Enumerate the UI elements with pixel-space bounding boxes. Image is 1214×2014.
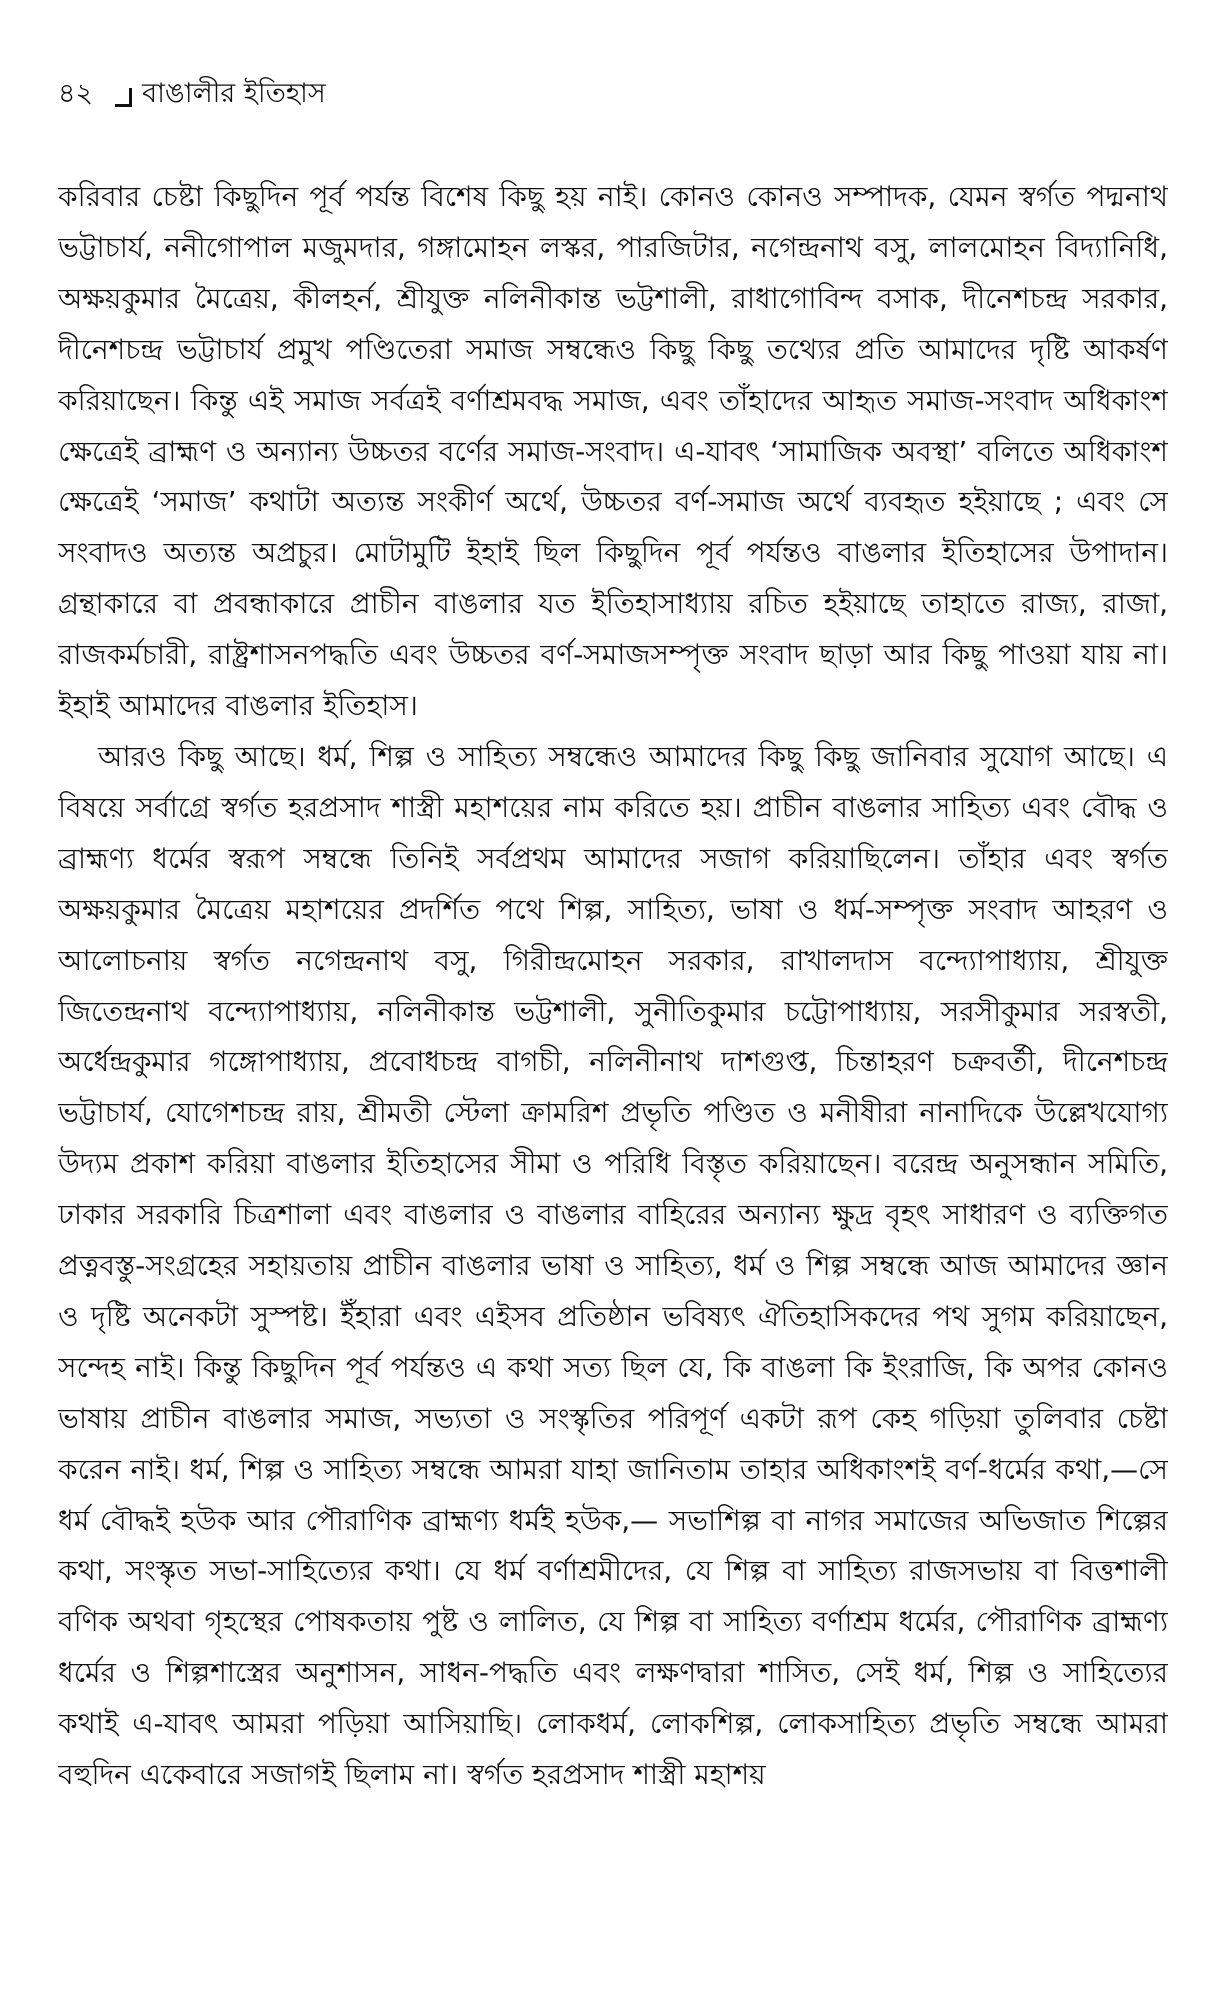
book-title: বাঙালীর ইতিহাস <box>142 78 326 109</box>
paragraph-religion-art-literature: আরও কিছু আছে। ধর্ম, শিল্প ও সাহিত্য সম্বন্ধেও আমাদের কিছু কিছু জানিবার সুযোগ আছে। এ বিষয়ে সর্বাগ্রে স্বর্গত হরপ্রসাদ শাস্ত্রী মহাশয়ের নাম করিতে হয়। প্রাচীন বাঙলার সাহিত্য এবং বৌদ্ধ ও ব্রাহ্মণ্য ধর্মের স্বরূপ সম্বন্ধে তিনিই সর্বপ্রথম আমাদের সজাগ করিয়াছিলেন। তাঁহার এবং স্বর্গত অক্ষয়কুমার মৈত্রেয় মহাশয়ের প্রদর্শিত পথে শিল্প, সাহিত্য, ভাষা ও ধর্ম-সম্পৃক্ত সংবাদ আহরণ ও আলোচনায় স্বর্গত নগেন্দ্রনাথ বসু, গিরীন্দ্রমোহন সরকার, রাখালদাস বন্দ্যোপাধ্যায়, শ্রীযুক্ত জিতেন্দ্রনাথ বন্দ্যোপাধ্যায়, নলিনীকান্ত ভট্টশালী, সুনীতিকুমার চট্টোপাধ্যায়, সরসীকুমার সরস্বতী, অর্ধেন্দ্রকুমার গঙ্গোপাধ্যায়, প্রবোধচন্দ্র বাগচী, নলিনীনাথ দাশগুপ্ত, চিন্তাহরণ চক্রবর্তী, দীনেশচন্দ্র ভট্টাচার্য, যোগেশচন্দ্র রায়, শ্রীমতী স্টেলা ক্রামরিশ প্রভৃতি পণ্ডিত ও মনীষীরা নানাদিকে উল্লেখযোগ্য উদ্যম প্রকাশ করিয়া বাঙলার ইতিহাসের সীমা ও পরিধি বিস্তৃত করিয়াছেন। বরেন্দ্র অনুসন্ধান সমিতি, ঢাকার সরকারি চিত্রশালা এবং বাঙলার ও বাঙলার বাহিরের অন্যান্য ক্ষুদ্র বৃহৎ সাধারণ ও ব্যক্তিগত প্রত্নবস্তু-সংগ্রহের সহায়তায় প্রাচীন বাঙলার ভাষা ও সাহিত্য, ধর্ম ও শিল্প সম্বন্ধে আজ আমাদের জ্ঞান ও দৃষ্টি অনেকটা সুস্পষ্ট। ইঁহারা এবং এইসব প্রতিষ্ঠান ভবিষ্যৎ ঐতিহাসিকদের পথ সুগম করিয়াছেন, সন্দেহ নাই। কিন্তু কিছুদিন পূর্ব পর্যন্তও এ কথা সত্য ছিল যে, কি বাঙলা কি ইংরাজি, কি অপর কোনও ভাষায় প্রাচীন বাঙলার সমাজ, সভ্যতা ও সংস্কৃতির পরিপূর্ণ একটা রূপ কেহ গড়িয়া তুলিবার চেষ্টা করেন নাই। ধর্ম, শিল্প ও সাহিত্য সম্বন্ধে আমরা যাহা জানিতাম তাহার অধিকাংশই বর্ণ-ধর্মের কথা,—সে ধর্ম বৌদ্ধই হউক আর পৌরাণিক ব্রাহ্মণ্য ধর্মই হউক,— সভাশিল্প বা নাগর সমাজের অভিজাত শিল্পের কথা, সংস্কৃত সভা-সাহিত্যের কথা। যে ধর্ম বর্ণাশ্রমীদের, যে শিল্প বা সাহিত্য রাজসভায় বা বিত্তশালী বণিক অথবা গৃহস্থের পোষকতায় পুষ্ট ও লালিত, যে শিল্প বা সাহিত্য বর্ণাশ্রম ধর্মের, পৌরাণিক ব্রাহ্মণ্য ধর্মের ও শিল্পশাস্ত্রের অনুশাসন, সাধন-পদ্ধতি এবং লক্ষণদ্বারা শাসিত, সেই ধর্ম, শিল্প ও সাহিত্যের কথাই এ-যাবৎ আমরা পড়িয়া আসিয়াছি। লোকধর্ম, লোকশিল্প, লোকসাহিত্য প্রভৃতি সম্বন্ধে আমরা বহুদিন একেবারে সজাগই ছিলাম না। স্বর্গত হরপ্রসাদ শাস্ত্রী মহাশয় <box>58 739 1168 1792</box>
body-text <box>58 172 1168 1801</box>
paragraph-continuation: করিবার চেষ্টা কিছুদিন পূর্ব পর্যন্ত বিশেষ কিছু হয় নাই। কোনও কোনও সম্পাদক, যেমন স্বর্গত পদ্মনাথ ভট্টাচার্য, ননীগোপাল মজুমদার, গঙ্গামোহন লস্কর, পারজিটার, নগেন্দ্রনাথ বসু, লালমোহন বিদ্যানিধি, অক্ষয়কুমার মৈত্রেয়, কীলহর্ন, শ্রীযুক্ত নলিনীকান্ত ভট্টশালী, রাধাগোবিন্দ বসাক, দীনেশচন্দ্র সরকার, দীনেশচন্দ্র ভট্টাচার্য প্রমুখ পণ্ডিতেরা সমাজ সম্বন্ধেও কিছু কিছু তথ্যের প্রতি আমাদের দৃষ্টি আকর্ষণ করিয়াছেন। কিন্তু এই সমাজ সর্বত্রই বর্ণাশ্রমবদ্ধ সমাজ, এবং তাঁহাদের আহৃত সমাজ-সংবাদ অধিকাংশ ক্ষেত্রেই ব্রাহ্মণ ও অন্যান্য উচ্চতর বর্ণের সমাজ-সংবাদ। এ-যাবৎ ‘সামাজিক অবস্থা’ বলিতে অধিকাংশ ক্ষেত্রেই ‘সমাজ’ কথাটা অত্যন্ত সংকীর্ণ অর্থে, উচ্চতর বর্ণ-সমাজ অর্থে ব্যবহৃত হইয়াছে ; এবং সে সংবাদও অত্যন্ত অপ্রচুর। মোটামুটি ইহাই ছিল কিছুদিন পূর্ব পর্যন্তও বাঙলার ইতিহাসের উপাদান। গ্রন্থাকারে বা প্রবন্ধাকারে প্রাচীন বাঙলার যত ইতিহাসাধ্যায় রচিত হইয়াছে তাহাতে রাজ্য, রাজা, রাজকর্মচারী, রাষ্ট্রশাসনপদ্ধতি এবং উচ্চতর বর্ণ-সমাজসম্পৃক্ত সংবাদ ছাড়া আর কিছু পাওয়া যায় না। ইহাই আমাদের বাঙলার ইতিহাস। <box>58 180 1168 723</box>
running-header <box>58 72 1168 116</box>
book-page <box>58 72 1168 1992</box>
page-number: ৪২ <box>58 78 94 109</box>
header-bracket-ornament <box>115 88 132 107</box>
